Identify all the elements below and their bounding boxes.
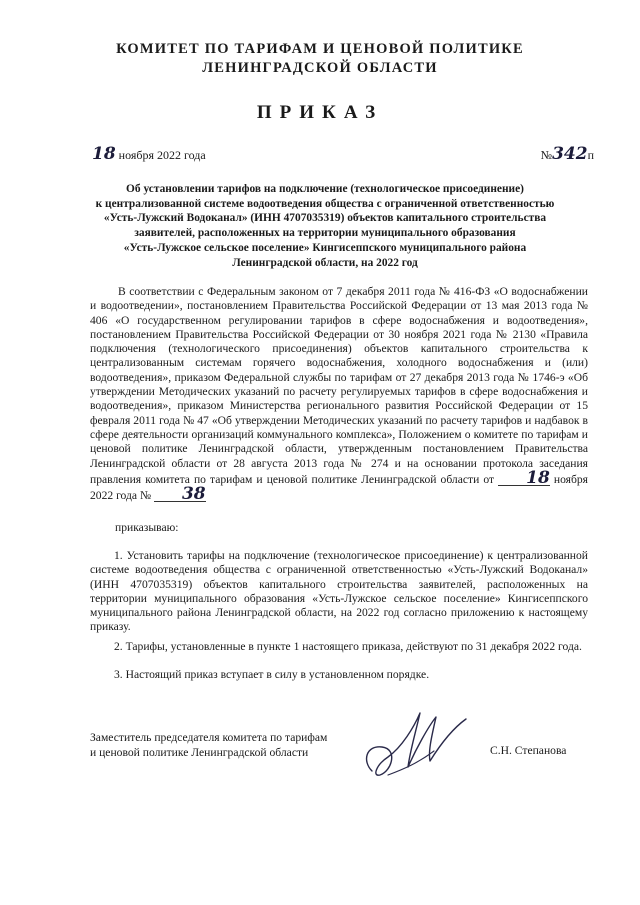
date-rest: ноября 2022 года: [118, 148, 206, 162]
preamble-text: В соответствии с Федеральным законом от 7 декабря 2011 года № 416-ФЗ «О водоснабжении и водоотведении», постановлением Правительства Российской Федерации от 13 мая 2013 года № 406 «О государственном регулировании тарифов в сфере водоснабжения и водоотведения», постановлением Правительства Российской Федерации от 30 ноября 2021 года № 2130 «Правила подключения (технологического присоединения) объектов капитального строительства к централизованным системам горячего водоснабжения, холодного водоснабжения и (или) водоотведения», приказом Федеральной службы по тарифам от 27 декабря 2013 года № 1746-э «Об утверждении Методических указаний по расчету регулируемых тарифов в сфере водоснабжения и водоотведения», приказом Министерства регионального развития Российской Федерации от 15 февраля 2011 года № 47 «Об утверждении Методических указаний по расчету тарифов и надбавок в сфере деятельности организаций коммунального комплекса», Положением о комитете по тарифам и ценовой политике Ленинградской области, утвержденным постановлением Правительства Ленинградской области от 28 августа 2013 года № 274 и на основании протокола заседания правления комитета по тарифам и ценовой политике Ленинградской области от: [90, 285, 588, 486]
organization-header: [0, 40, 640, 78]
order-subject: [90, 182, 560, 270]
subject-line: к централизованной системе водоотведения общества с ограниченной ответственностью: [95, 197, 555, 210]
organization-line-2: ЛЕНИНГРАДСКОЙ ОБЛАСТИ: [202, 60, 438, 76]
order-item-1: 1. Установить тарифы на подключение (технологическое присоединение) к централизованной системе водоотведения общества с ограниченной ответственностью «Усть-Лужский Водоканал» (ИНН 4707035319) объектов капитального строительства заявителей, расположенных на территории муниципального образования «Усть-Лужское сельское поселение» Кингисеппского муниципального района Ленинградской области, на 2022 год согласно приложению к настоящему приказу.: [90, 549, 588, 634]
subject-line: «Усть-Лужское сельское поселение» Кингисеппского муниципального района: [123, 241, 527, 254]
signatory-title: [90, 730, 327, 760]
protocol-number-handwritten: 38: [154, 487, 206, 502]
protocol-date-rest: ноября 2022 года №: [90, 472, 589, 503]
number-suffix: п: [587, 148, 594, 162]
protocol-day-handwritten: 18: [498, 471, 550, 486]
date-day-handwritten: 18: [92, 144, 116, 164]
organization-line-1: КОМИТЕТ ПО ТАРИФАМ И ЦЕНОВОЙ ПОЛИТИКЕ: [116, 41, 524, 57]
document-type: ПРИКАЗ: [256, 102, 384, 123]
order-verb: приказываю:: [115, 521, 179, 534]
number-handwritten: 342: [552, 144, 588, 164]
subject-line: Об установлении тарифов на подключение (технологическое присоединение): [126, 183, 524, 195]
order-number: [541, 144, 594, 164]
order-item-3: 3. Настоящий приказ вступает в силу в установленном порядке.: [114, 668, 430, 681]
subject-line: заявителей, расположенных на территории муниципального образования: [134, 227, 516, 240]
order-item-2: 2. Тарифы, установленные в пункте 1 настоящего приказа, действуют по 31 декабря 2022 года.: [114, 640, 582, 653]
signatory-title-line-1: Заместитель председателя комитета по тарифам: [90, 731, 328, 744]
signatory-name: С.Н. Степанова: [490, 744, 567, 757]
signatory-title-line-2: и ценовой политике Ленинградской области: [90, 746, 309, 759]
subject-line: «Усть-Лужский Водоканал» (ИНН 4707035319) объектов капитального строительства: [103, 212, 547, 225]
number-prefix: №: [540, 148, 553, 162]
handwritten-signature-icon: [358, 705, 478, 785]
preamble-paragraph: [90, 285, 588, 503]
order-date: [92, 144, 206, 164]
subject-line: Ленинградской области, на 2022 год: [232, 256, 418, 269]
